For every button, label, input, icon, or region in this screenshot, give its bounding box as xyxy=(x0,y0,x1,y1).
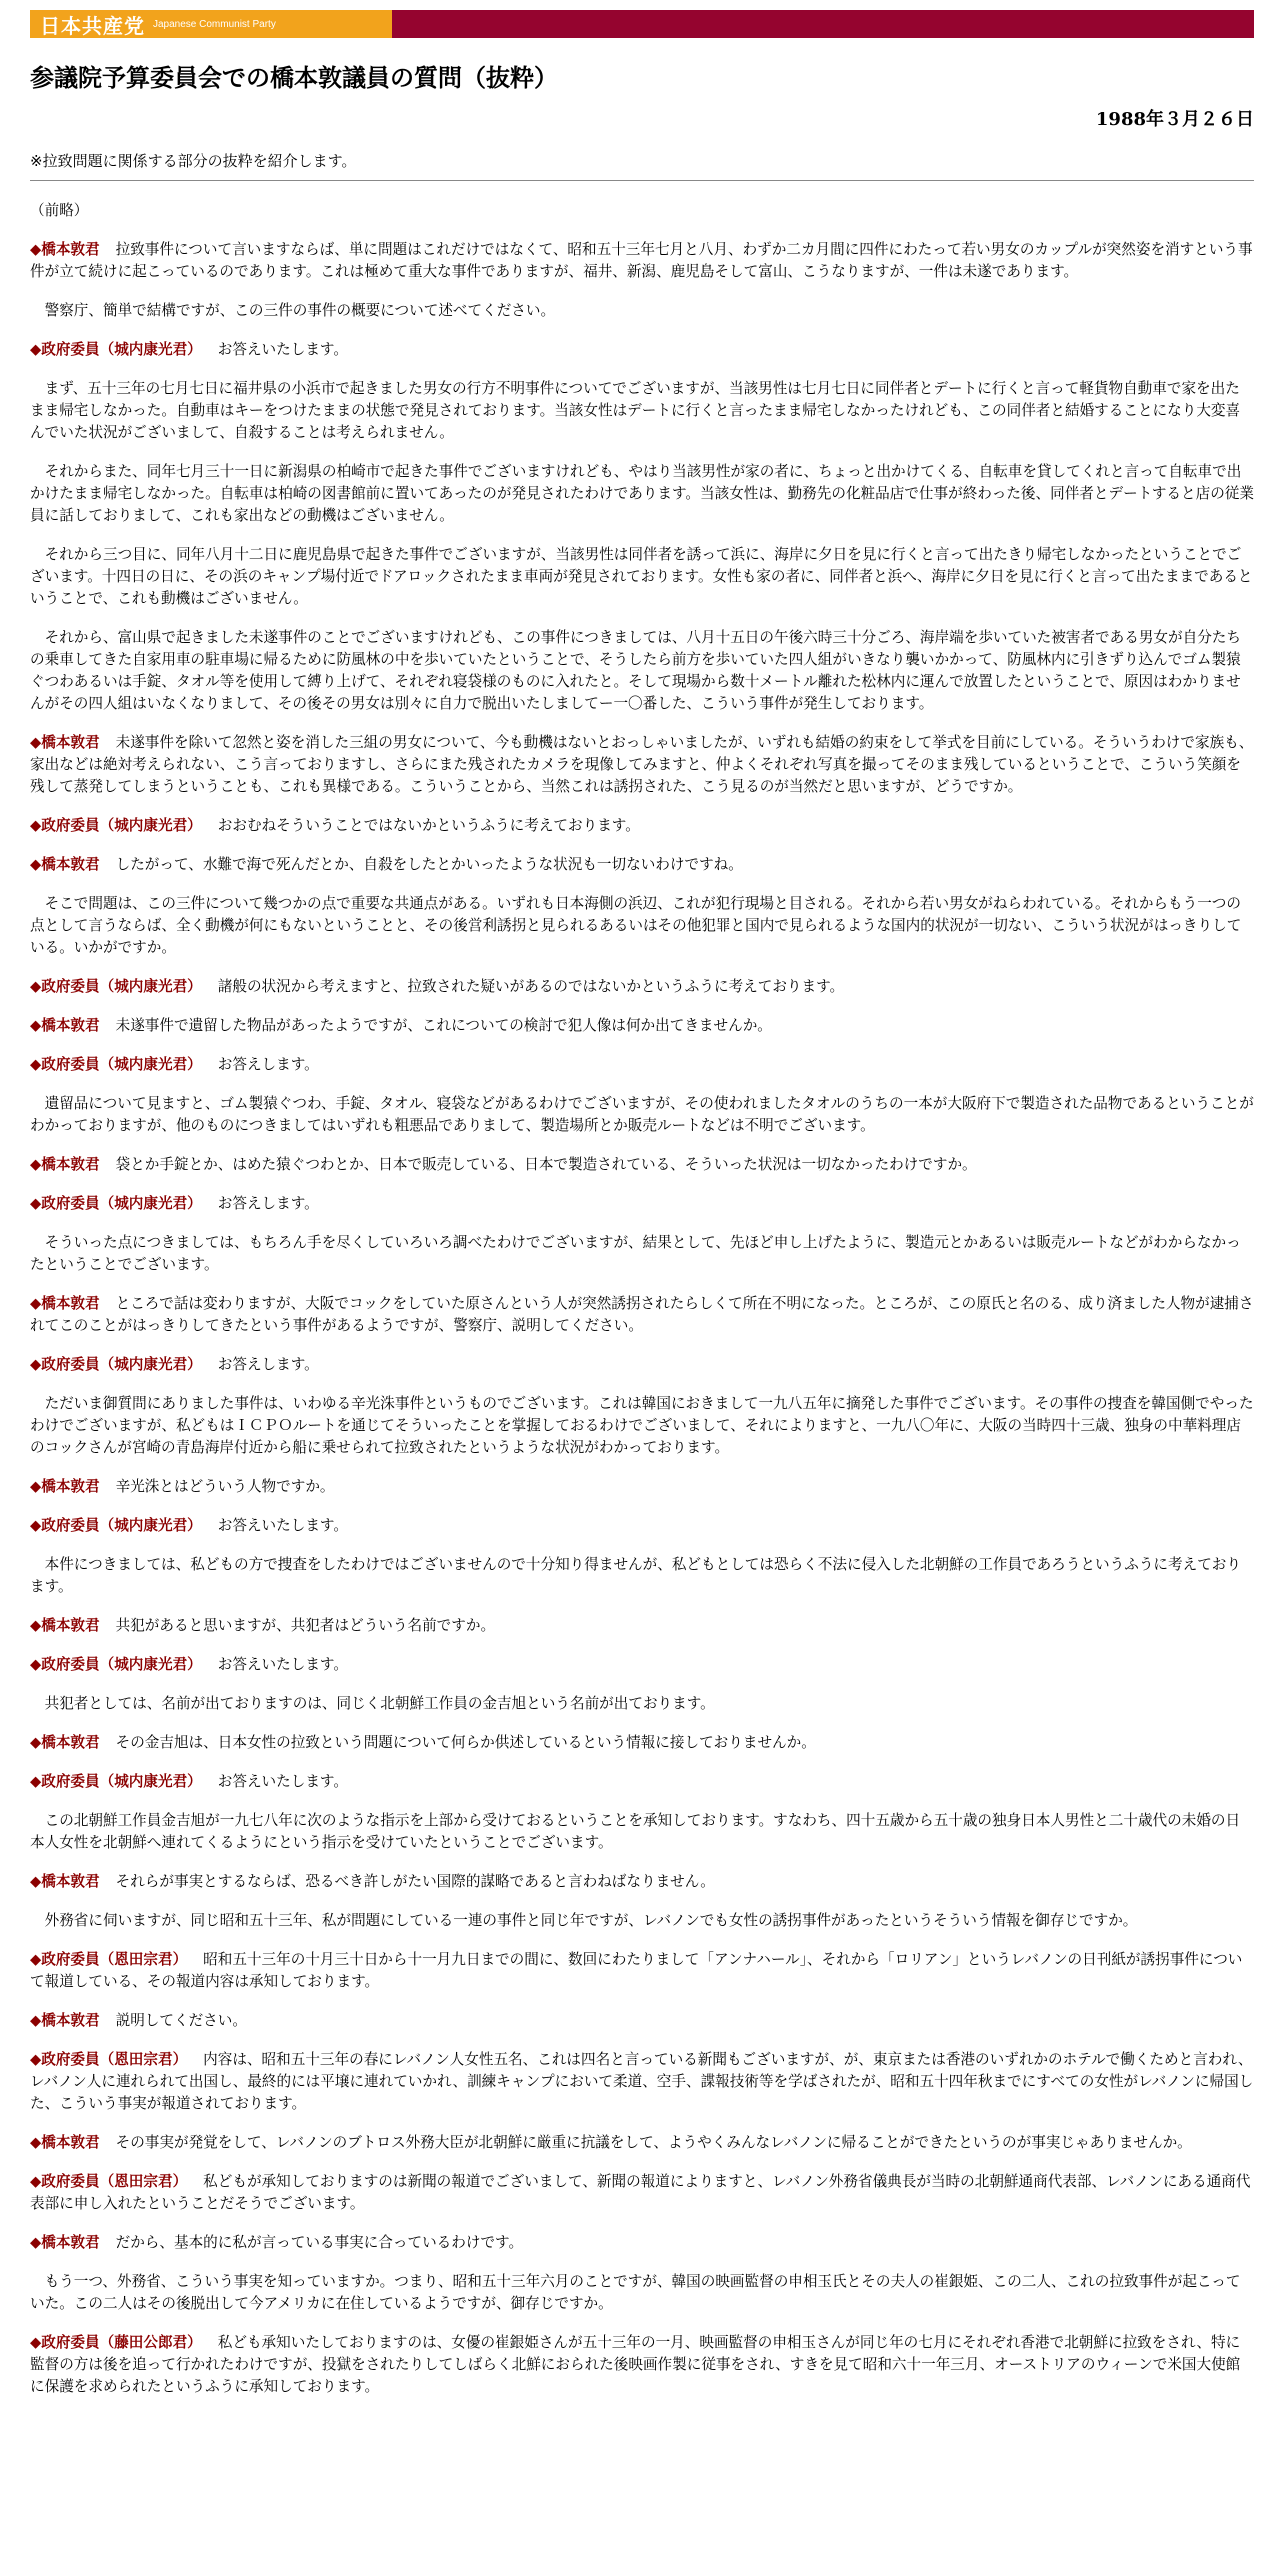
transcript-paragraph xyxy=(30,1393,1254,1459)
page-title: 参議院予算委員会での橋本敦議員の質問（抜粋） xyxy=(30,64,558,92)
paragraph-text: それから、富山県で起きました未遂事件のことでございますけれども、この事件につきましては、八月十五日の午後六時三十分ごろ、海岸端を歩いていた被害者である男女が自分たちの乗車してきた自家用車の駐車場に帰るために防風林の中を歩いていたということで、そうしたら前方を歩いていた四人組がいきなり襲いかかって、防風林内に引きずり込んでゴム製猿ぐつわあるいは手錠、タオル等を使用して縛り上げて、それぞれ寝袋様のものに入れたと。そして現場から数十メートル離れた松林内に運んで放置したということで、原因はわかりませんがその四人組はいなくなりまして、その後その男女は別々に自力で脱出いたしましてー一〇番した、こういう事件が発生しております。 xyxy=(30,629,1241,712)
speaker-name: ◆政府委員（城内康光君） xyxy=(30,1517,202,1534)
paragraph-text: ところで話は変わりますが、大阪でコックをしていた原さんという人が突然誘拐されたらしくて所在不明になった。ところが、この原氏と名のる、成り済ました人物が逮捕されてこのことがはっきりしてきたという事件があるようですが、警察庁、説明してください。 xyxy=(30,1295,1254,1334)
transcript-paragraph xyxy=(30,461,1254,527)
transcript-paragraph xyxy=(30,1810,1254,1854)
transcript-paragraph xyxy=(30,1054,1254,1076)
paragraph-text: 諸般の状況から考えますと、拉致された疑いがあるのではないかというふうに考えております。 xyxy=(217,978,845,995)
speaker-name: ◆橋本敦君 xyxy=(30,1295,100,1312)
paragraph-text: この北朝鮮工作員金吉旭が一九七八年に次のような指示を上部から受けておるということを承知しております。すなわち、四十五歳から五十歳の独身日本人男性と二十歳代の未婚の日本人女性を北朝鮮へ連れてくるようにという指示を受けていたということでございます。 xyxy=(30,1812,1241,1851)
transcript-body xyxy=(30,200,1254,2415)
speaker-name: ◆政府委員（恩田宗君） xyxy=(30,2173,188,2190)
paragraph-text: （前略） xyxy=(30,202,89,219)
paragraph-text: 私ども承知いたしておりますのは、女優の崔銀姫さんが五十三年の一月、映画監督の申相玉さんが同じ年の七月にそれぞれ香港で北朝鮮に拉致をされ、特に監督の方は後を追って行かれたわけですが、投獄をされたりしてしばらく北鮮におられた後映画作製に従事をされ、すきを見て昭和六十一年三月、オーストリアのウィーンで米国大使館に保護を求められたというふうに承知しております。 xyxy=(30,2334,1241,2395)
speaker-name: ◆橋本敦君 xyxy=(30,2012,100,2029)
transcript-paragraph xyxy=(30,378,1254,444)
speaker-name: ◆政府委員（城内康光君） xyxy=(30,1195,202,1212)
paragraph-text: 共犯者としては、名前が出ておりますのは、同じく北朝鮮工作員の金吉旭という名前が出ております。 xyxy=(30,1695,715,1712)
transcript-paragraph xyxy=(30,1949,1254,1993)
paragraph-text: 本件につきましては、私どもの方で捜査をしたわけではございませんので十分知り得ませんが、私どもとしては恐らく不法に侵入した北朝鮮の工作員であろうというふうに考えております。 xyxy=(30,1556,1241,1595)
paragraph-text: 袋とか手錠とか、はめた猿ぐつわとか、日本で販売している、日本で製造されている、そういった状況は一切なかったわけですか。 xyxy=(115,1156,977,1173)
transcript-paragraph xyxy=(30,339,1254,361)
transcript-paragraph xyxy=(30,1871,1254,1893)
paragraph-text: 外務省に伺いますが、同じ昭和五十三年、私が問題にしている一連の事件と同じ年ですが、レバノンでも女性の誘拐事件があったというそういう情報を御存じですか。 xyxy=(30,1912,1138,1929)
speaker-name: ◆政府委員（城内康光君） xyxy=(30,978,202,995)
transcript-paragraph xyxy=(30,1732,1254,1754)
speaker-name: ◆橋本敦君 xyxy=(30,1017,100,1034)
speaker-name: ◆政府委員（城内康光君） xyxy=(30,1356,202,1373)
transcript-paragraph xyxy=(30,1154,1254,1176)
paragraph-text: お答えいたします。 xyxy=(217,341,348,358)
paragraph-text: その金吉旭は、日本女性の拉致という問題について何らか供述しているという情報に接しておりませんか。 xyxy=(115,1734,816,1751)
paragraph-text: お答えします。 xyxy=(217,1195,319,1212)
speaker-name: ◆政府委員（城内康光君） xyxy=(30,817,202,834)
speaker-name: ◆政府委員（城内康光君） xyxy=(30,1656,202,1673)
transcript-paragraph xyxy=(30,976,1254,998)
paragraph-text: お答えいたします。 xyxy=(217,1773,348,1790)
transcript-paragraph xyxy=(30,893,1254,959)
transcript-paragraph xyxy=(30,1615,1254,1637)
paragraph-text: お答えします。 xyxy=(217,1056,319,1073)
speaker-name: ◆橋本敦君 xyxy=(30,1734,100,1751)
paragraph-text: その事実が発覚をして、レバノンのブトロス外務大臣が北朝鮮に厳重に抗議をして、ようやくみんなレバノンに帰ることができたというのが事実じゃありませんか。 xyxy=(115,2134,1192,2151)
transcript-paragraph xyxy=(30,2132,1254,2154)
transcript-paragraph xyxy=(30,854,1254,876)
paragraph-text: 未遂事件を除いて忽然と姿を消した三組の男女について、今も動機はないとおっしゃいましたが、いずれも結婚の約束をして挙式を目前にしている。そういうわけで家族も、家出などは絶対考えられない、こう言っておりますし、さらにまた残されたカメラを現像してみますと、仲よくそれぞれ写真を撮ってそのまま残しているということで、こういう笑顔を残して蒸発してしまうということも、これも異様である。こういうことから、当然これは誘拐された、こう見るのが当然だと思いますが、どうですか。 xyxy=(30,734,1254,795)
paragraph-text: だから、基本的に私が言っている事実に合っているわけです。 xyxy=(115,2234,524,2251)
paragraph-text: 警察庁、簡単で結構ですが、この三件の事件の概要について述べてください。 xyxy=(30,302,556,319)
speaker-name: ◆政府委員（城内康光君） xyxy=(30,1056,202,1073)
site-header-banner xyxy=(30,10,1254,38)
party-logo[interactable] xyxy=(30,10,392,38)
speaker-name: ◆橋本敦君 xyxy=(30,734,100,751)
transcript-paragraph xyxy=(30,1193,1254,1215)
transcript-paragraph xyxy=(30,1654,1254,1676)
speaker-name: ◆橋本敦君 xyxy=(30,1478,100,1495)
transcript-paragraph xyxy=(30,2010,1254,2032)
divider xyxy=(30,180,1254,181)
speaker-name: ◆橋本敦君 xyxy=(30,2234,100,2251)
transcript-paragraph xyxy=(30,1093,1254,1137)
transcript-paragraph xyxy=(30,1693,1254,1715)
paragraph-text: お答えします。 xyxy=(217,1356,319,1373)
paragraph-text: お答えいたします。 xyxy=(217,1656,348,1673)
transcript-paragraph xyxy=(30,239,1254,283)
transcript-paragraph xyxy=(30,300,1254,322)
speaker-name: ◆政府委員（城内康光君） xyxy=(30,1773,202,1790)
speaker-name: ◆政府委員（藤田公郎君） xyxy=(30,2334,202,2351)
speaker-name: ◆政府委員（恩田宗君） xyxy=(30,1951,188,1968)
paragraph-text: おおむねそういうことではないかというふうに考えております。 xyxy=(217,817,640,834)
paragraph-text: それから三つ目に、同年八月十二日に鹿児島県で起きた事件でございますが、当該男性は同伴者を誘って浜に、海岸に夕日を見に行くと言って出たきり帰宅しなかったということでございます。十四日の日に、その浜のキャンプ場付近でドアロックされたまま車両が発見されております。女性も家の者に、同伴者と浜へ、海岸に夕日を見に行くと言って出たままであるということで、これも動機はございません。 xyxy=(30,546,1253,607)
paragraph-text: もう一つ、外務省、こういう事実を知っていますか。つまり、昭和五十三年六月のことですが、韓国の映画監督の申相玉氏とその夫人の崔銀姫、この二人、これの拉致事件が起こっていた。この二人はその後脱出して今アメリカに在住しているようですが、御存じですか。 xyxy=(30,2273,1241,2312)
document-date: 1988年３月２６日 xyxy=(1095,109,1254,130)
paragraph-text: 未遂事件で遺留した物品があったようですが、これについての検討で犯人像は何か出てきませんか。 xyxy=(115,1017,772,1034)
paragraph-text: お答えいたします。 xyxy=(217,1517,348,1534)
transcript-paragraph xyxy=(30,1232,1254,1276)
transcript-paragraph xyxy=(30,2332,1254,2398)
transcript-paragraph xyxy=(30,1910,1254,1932)
paragraph-text: 遺留品について見ますと、ゴム製猿ぐつわ、手錠、タオル、寝袋などがあるわけでございますが、その使われましたタオルのうちの一本が大阪府下で製造された品物であるということがわかっておりますが、他のものにつきましてはいずれも粗悪品でありまして、製造場所とか販売ルートなどは不明でございます。 xyxy=(30,1095,1254,1134)
transcript-paragraph xyxy=(30,1015,1254,1037)
transcript-paragraph xyxy=(30,544,1254,610)
paragraph-text: ただいま御質問にありました事件は、いわゆる辛光洙事件というものでございます。これは韓国におきまして一九八五年に摘発した事件でございます。その事件の捜査を韓国側でやったわけでございますが、私どもはＩＣＰＯルートを通じてそういったことを掌握しておるわけでございまして、それによりますと、一九八〇年に、大阪の当時四十三歳、独身の中華料理店のコックさんが宮崎の青島海岸付近から船に乗せられて拉致されたというような状況がわかっております。 xyxy=(30,1395,1254,1456)
speaker-name: ◆政府委員（城内康光君） xyxy=(30,341,202,358)
speaker-name: ◆政府委員（恩田宗君） xyxy=(30,2051,188,2068)
transcript-paragraph xyxy=(30,732,1254,798)
logo-english-text: Japanese Communist Party xyxy=(153,18,276,30)
speaker-name: ◆橋本敦君 xyxy=(30,1617,100,1634)
transcript-paragraph xyxy=(30,2271,1254,2315)
transcript-paragraph xyxy=(30,1515,1254,1537)
logo-japanese-text: 日本共産党 xyxy=(40,13,145,38)
transcript-paragraph xyxy=(30,200,1254,222)
speaker-name: ◆橋本敦君 xyxy=(30,241,100,258)
transcript-paragraph xyxy=(30,2232,1254,2254)
transcript-paragraph xyxy=(30,1771,1254,1793)
paragraph-text: それらが事実とするならば、恐るべき許しがたい国際的謀略であると言わねばなりません。 xyxy=(115,1873,715,1890)
paragraph-text: それからまた、同年七月三十一日に新潟県の柏崎市で起きた事件でございますけれども、やはり当該男性が家の者に、ちょっと出かけてくる、自転車を貸してくれと言って自転車で出かけたまま帰宅しなかった。自転車は柏崎の図書館前に置いてあったのが発見されたわけであります。当該女性は、勤務先の化粧品店で仕事が終わった後、同伴者とデートすると店の従業員に話しておりまして、これも家出などの動機はございません。 xyxy=(30,463,1254,524)
paragraph-text: 拉致事件について言いますならば、単に問題はこれだけではなくて、昭和五十三年七月と八月、わずか二カ月間に四件にわたって若い男女のカップルが突然姿を消すという事件が立て続けに起こっているのであります。これは極めて重大な事件でありますが、福井、新潟、鹿児島そして富山、こうなりますが、一件は未遂であります。 xyxy=(30,241,1253,280)
paragraph-text: まず、五十三年の七月七日に福井県の小浜市で起きました男女の行方不明事件についてでございますが、当該男性は七月七日に同伴者とデートに行くと言って軽貨物自動車で家を出たまま帰宅しなかった。自動車はキーをつけたままの状態で発見されております。当該女性はデートに行くと言ったまま帰宅しなかったけれども、この同伴者と結婚することになり大変喜んでいた状況がございまして、自殺することは考えられません。 xyxy=(30,380,1241,441)
transcript-paragraph xyxy=(30,815,1254,837)
paragraph-text: 私どもが承知しておりますのは新聞の報道でございまして、新聞の報道によりますと、レバノン外務省儀典長が当時の北朝鮮通商代表部、レバノンにある通商代表部に申し入れたということだそうでございます。 xyxy=(30,2173,1251,2212)
paragraph-text: 説明してください。 xyxy=(115,2012,247,2029)
transcript-paragraph xyxy=(30,2171,1254,2215)
paragraph-text: したがって、水難で海で死んだとか、自殺をしたとかいったような状況も一切ないわけですね。 xyxy=(115,856,743,873)
transcript-paragraph xyxy=(30,1354,1254,1376)
speaker-name: ◆橋本敦君 xyxy=(30,856,100,873)
speaker-name: ◆橋本敦君 xyxy=(30,2134,100,2151)
intro-note: ※拉致問題に関係する部分の抜粋を紹介します。 xyxy=(30,152,357,170)
paragraph-text: そういった点につきましては、もちろん手を尽くしていろいろ調べたわけでございますが、結果として、先ほど申し上げたように、製造元とかあるいは販売ルートなどがわからなかったということでございます。 xyxy=(30,1234,1241,1273)
paragraph-text: そこで問題は、この三件について幾つかの点で重要な共通点がある。いずれも日本海側の浜辺、これが犯行現場と目される。それから若い男女がねらわれている。それからもう一つの点として言うならば、全く動機が何にもないということと、その後営利誘拐と見られるあるいはその他犯罪と国内で見られるような国内的状況が一切ない、こういう状況がはっきりしている。いかがですか。 xyxy=(30,895,1242,956)
transcript-paragraph xyxy=(30,1293,1254,1337)
paragraph-text: 昭和五十三年の十月三十日から十一月九日までの間に、数回にわたりまして「アンナハール」、それから「ロリアン」というレバノンの日刊紙が誘拐事件について報道している、その報道内容は承知しております。 xyxy=(30,1951,1243,1990)
transcript-paragraph xyxy=(30,2049,1254,2115)
speaker-name: ◆橋本敦君 xyxy=(30,1873,100,1890)
paragraph-text: 内容は、昭和五十三年の春にレバノン人女性五名、これは四名と言っている新聞もございますが、が、東京または香港のいずれかのホテルで働くためと言われ、レバノン人に連れられて出国し、最終的には平壌に連れていかれ、訓練キャンプにおいて柔道、空手、諜報技術等を学ばされたが、昭和五十四年秋までにすべての女性がレバノンに帰国した、こういう事実が報道されております。 xyxy=(30,2051,1254,2112)
paragraph-text: 共犯があると思いますが、共犯者はどういう名前ですか。 xyxy=(115,1617,496,1634)
speaker-name: ◆橋本敦君 xyxy=(30,1156,100,1173)
paragraph-text: 辛光洙とはどういう人物ですか。 xyxy=(115,1478,335,1495)
transcript-paragraph xyxy=(30,1476,1254,1498)
transcript-paragraph xyxy=(30,1554,1254,1598)
transcript-paragraph xyxy=(30,627,1254,715)
